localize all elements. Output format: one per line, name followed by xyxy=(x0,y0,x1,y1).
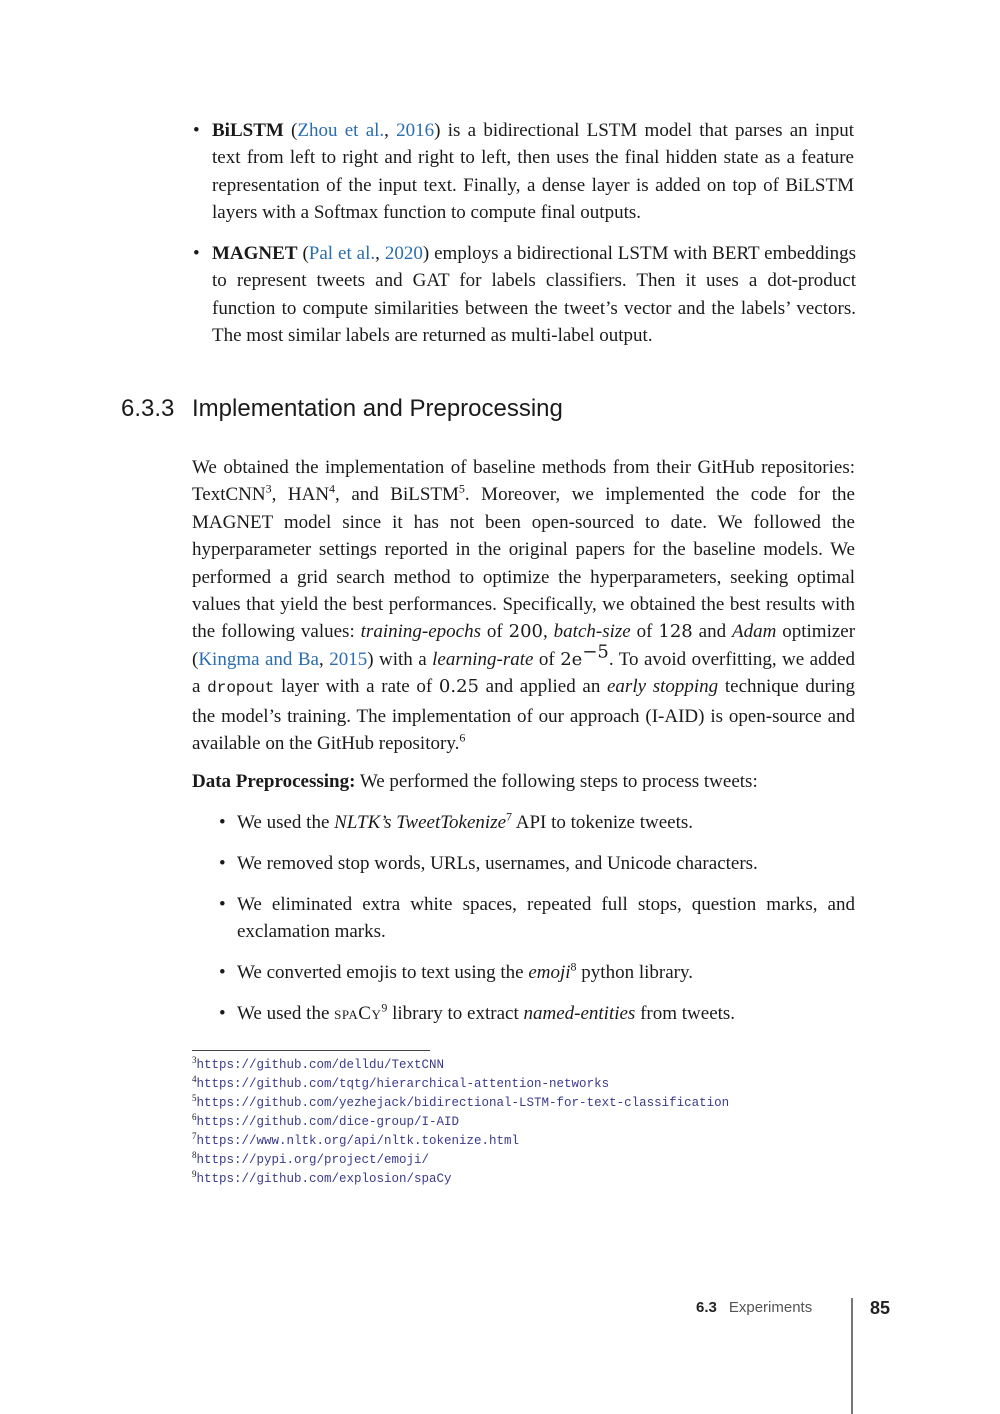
dropout-value: 0.25 xyxy=(438,676,479,698)
preprocessing-intro-text: We performed the following steps to process tweets: xyxy=(355,771,758,792)
magnet-description: ) employs a bidirectional LSTM with BERT embeddings to represent tweets and GAT for labels classifiers. Then it uses a dot-product function to compute similarities between the tweet’s vector and the labels’ vectors. The most similar labels are returned as multi-label output. xyxy=(212,243,857,347)
running-footer xyxy=(696,1299,812,1316)
adam-label: Adam xyxy=(732,621,777,643)
footnote xyxy=(192,1056,444,1075)
magnet-citation-author[interactable]: Pal et al. xyxy=(308,243,376,264)
footnote-number: 4 xyxy=(192,1073,197,1084)
step-text: python library. xyxy=(576,962,693,983)
footnote-ref-8[interactable]: 8 xyxy=(570,959,577,974)
footnote-ref-6[interactable]: 6 xyxy=(459,730,466,745)
section-heading xyxy=(121,395,563,423)
bullet-dot: • xyxy=(193,120,200,141)
footnote xyxy=(192,1151,429,1170)
step-text: library to extract xyxy=(387,1003,524,1024)
bilstm-item: BiLSTM (Zhou et al., 2016) is a bidirectional LSTM model that parses an input text from left to right and right to left, then uses the final hidden state as a feature representation of the input text. Finally, a dense layer is added on top of BiLSTM layers with a Softmax function to compute final outputs. xyxy=(212,120,854,224)
footer-section-number: 6.3 xyxy=(696,1299,717,1316)
step-text: API to tokenize tweets. xyxy=(512,812,694,833)
bilstm-citation-year[interactable]: 2016 xyxy=(396,120,435,141)
para-text: We obtained the implementation of baseline methods from their GitHub repositories: TextCNN xyxy=(192,457,855,506)
footnote-link[interactable]: https://github.com/dice-group/I-AID xyxy=(196,1115,460,1129)
footnote-number: 7 xyxy=(192,1130,197,1141)
footnote-number: 9 xyxy=(192,1168,197,1179)
step-text: We removed stop words, URLs, usernames, and Unicode characters. xyxy=(237,853,758,874)
step-emphasis: NLTK’s TweetTokenize xyxy=(334,812,507,833)
bullet-dot: • xyxy=(219,812,226,833)
bilstm-citation-author[interactable]: Zhou et al. xyxy=(297,120,385,141)
bullet-dot: • xyxy=(219,962,226,983)
magnet-item: MAGNET (Pal et al., 2020) employs a bidirectional LSTM with BERT embeddings to represent tweets and GAT for labels classifiers. Then it uses a dot-product function to compute similarities between the tweet’s vector and the labels’ vectors. The most similar labels are returned as multi-label output. xyxy=(212,243,857,347)
para-text: . To avoid overfitting, we added a xyxy=(192,648,856,698)
bullet-dot: • xyxy=(193,243,200,264)
footnote-ref-5[interactable]: 5 xyxy=(458,482,465,497)
section-title: Implementation and Preprocessing xyxy=(192,395,563,422)
step-text: We used the xyxy=(237,812,335,833)
implementation-paragraph: We obtained the implementation of baseline methods from their GitHub repositories: TextCNN$^3$, HAN$^4$, and BiLSTM$^5$. Moreover, we implemented the code for the MAGNET model since it has not been open-sourced to date. We followed the hyperparameter settings reported in the original papers for the baseline models. We performed a grid search method to optimize the hyperparameters, seeking optimal values that yield the best performances. Specifically, we obtained the best results with the following values: training-epochs of 200, batch-size of 128 and Adam optimizer (Kingma and Ba, 2015) with a learning-rate of $2e^{-5}$. To avoid overfitting, we added a dropout layer with a rate of 0.25 and applied an early stopping technique during the model’s training. The implementation of our approach (I-AID) is open-source and available on the GitHub repository.$^6$ xyxy=(192,457,856,755)
magnet-term: MAGNET xyxy=(212,243,298,264)
batch-label: batch-size xyxy=(553,621,631,643)
lr-value: 2e xyxy=(560,648,583,670)
para-text: , xyxy=(543,621,554,643)
lr-label: learning-rate xyxy=(432,648,534,670)
footer-section-title: Experiments xyxy=(728,1299,813,1316)
dropout-code: dropout xyxy=(207,679,275,698)
step-text: We converted emojis to text using the xyxy=(237,962,529,983)
bullet-dot: • xyxy=(219,894,226,915)
bilstm-term: BiLSTM xyxy=(212,120,284,141)
footnote xyxy=(192,1094,729,1113)
footnote-ref-4[interactable]: 4 xyxy=(329,482,336,497)
para-text: . Moreover, we implemented the code for the MAGNET model since it has not been open-sourced to date. We followed the hyperparameter settings reported in the original papers for the baseline models. We performed a grid search method to optimize the hyperparameters, seeking optimal values that yield the best performances. Specifically, we obtained the best results with the following values: xyxy=(192,484,855,643)
footnote-rule xyxy=(192,1050,430,1051)
step-text: We eliminated extra white spaces, repeated full stops, question marks, and exclamation marks. xyxy=(237,894,855,943)
bullet-dot: • xyxy=(219,1003,226,1024)
epochs-label: training-epochs xyxy=(360,621,481,643)
footnote-link[interactable]: https://pypi.org/project/emoji/ xyxy=(196,1153,430,1167)
para-text: ) with a xyxy=(367,648,433,670)
footnote xyxy=(192,1113,459,1132)
para-text: , HAN xyxy=(271,484,330,506)
preprocessing-step xyxy=(237,809,855,836)
step-text: from tweets. xyxy=(635,1003,736,1024)
para-text: of xyxy=(480,621,509,643)
footnote-number: 6 xyxy=(192,1111,197,1122)
para-text: of xyxy=(533,648,561,670)
footnote-link[interactable]: https://github.com/delldu/TextCNN xyxy=(196,1058,445,1072)
footnote-link[interactable]: https://github.com/yezhejack/bidirectional-LSTM-for-text-classification xyxy=(196,1096,730,1110)
bullet-dot: • xyxy=(219,853,226,874)
page-number: 85 xyxy=(870,1298,891,1318)
footnote-number: 5 xyxy=(192,1092,197,1103)
preprocessing-intro xyxy=(192,768,855,795)
step-text: We used the xyxy=(237,1003,335,1024)
footnote-link[interactable]: https://github.com/explosion/spaCy xyxy=(196,1172,452,1186)
footnote-ref-9[interactable]: 9 xyxy=(381,1000,388,1015)
footnote-link[interactable]: https://github.com/tqtg/hierarchical-attention-networks xyxy=(196,1077,610,1091)
para-text: layer with a rate of xyxy=(274,676,439,698)
bilstm-description: ) is a bidirectional LSTM model that parses an input text from left to right and right to left, then uses the final hidden state as a feature representation of the input text. Finally, a dense layer is added on top of BiLSTM layers with a Softmax function to compute final outputs. xyxy=(212,120,854,224)
para-text: of xyxy=(630,621,659,643)
para-text: technique during the model’s training. The implementation of our approach (I-AID) is open-source and available on the GitHub repository. xyxy=(192,676,855,755)
footer-rule xyxy=(851,1298,853,1414)
epochs-value: 200 xyxy=(508,621,543,643)
footnote-link[interactable]: https://www.nltk.org/api/nltk.tokenize.html xyxy=(196,1134,520,1148)
footnote xyxy=(192,1170,452,1189)
kingma-citation-author[interactable]: Kingma and Ba xyxy=(198,648,319,670)
footnote xyxy=(192,1132,519,1151)
footnote-ref-7[interactable]: 7 xyxy=(506,809,513,824)
spacy-name: spaCy xyxy=(334,1003,382,1024)
footnote-number: 8 xyxy=(192,1149,197,1160)
footnote-ref-3[interactable]: 3 xyxy=(265,482,272,497)
kingma-citation-year[interactable]: 2015 xyxy=(329,648,368,670)
preprocessing-step xyxy=(237,891,855,946)
batch-value: 128 xyxy=(658,621,693,643)
magnet-citation-year[interactable]: 2020 xyxy=(384,243,423,264)
preprocessing-label: Data Preprocessing: xyxy=(192,771,356,792)
para-text: optimizer ( xyxy=(192,621,856,670)
preprocessing-step xyxy=(237,850,855,877)
preprocessing-step xyxy=(237,959,855,986)
preprocessing-step xyxy=(237,1000,855,1027)
para-text: , and BiLSTM xyxy=(335,484,459,506)
footnote xyxy=(192,1075,609,1094)
para-text: and xyxy=(692,621,732,643)
para-text: and applied an xyxy=(478,676,607,698)
step-emphasis: named-entities xyxy=(523,1003,636,1024)
section-number: 6.3.3 xyxy=(121,395,175,422)
lr-exponent: −5 xyxy=(582,641,609,663)
step-emphasis: emoji xyxy=(528,962,571,983)
early-stopping-label: early stopping xyxy=(607,676,719,698)
footnote-number: 3 xyxy=(192,1054,197,1065)
